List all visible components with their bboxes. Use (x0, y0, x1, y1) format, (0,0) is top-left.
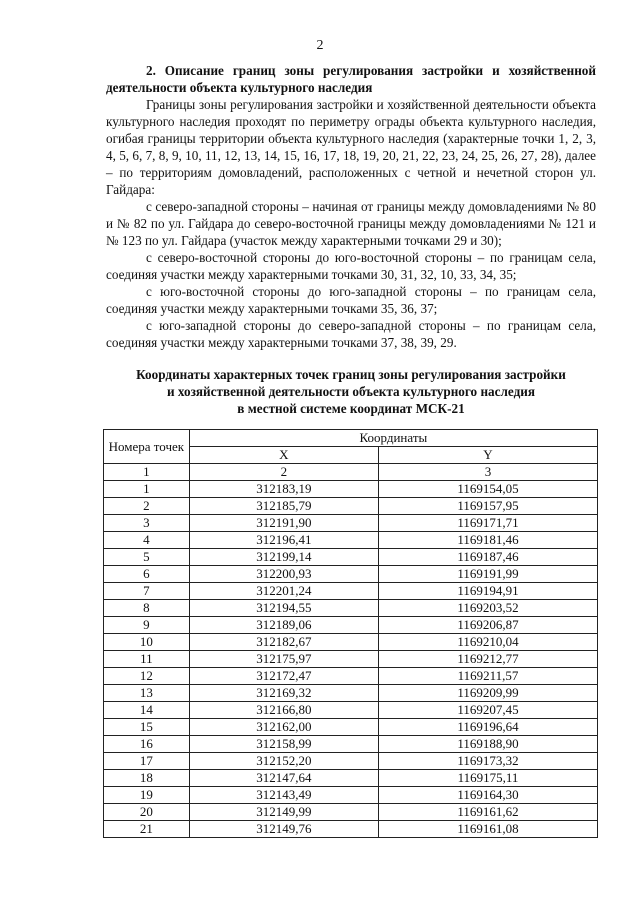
table-row (104, 702, 598, 719)
x-coordinate-cell: 312166,80 (189, 702, 378, 719)
point-number-cell: 2 (104, 498, 190, 515)
x-coordinate-cell: 312200,93 (189, 566, 378, 583)
point-number-cell: 21 (104, 821, 190, 838)
point-number-cell: 20 (104, 804, 190, 821)
point-number-cell: 6 (104, 566, 190, 583)
column-index: 2 (189, 464, 378, 481)
x-coordinate-cell: 312194,55 (189, 600, 378, 617)
x-coordinate-cell: 312185,79 (189, 498, 378, 515)
point-number-cell: 19 (104, 787, 190, 804)
x-coordinate-cell: 312196,41 (189, 532, 378, 549)
paragraph-intro: Границы зоны регулирования застройки и хозяйственной деятельности объекта культурного наследия проходят по периметру ограды объекта культурного наследия, огибая границы территории объекта культурного наследия (характерные точки 1, 2, 3, 4, 5, 6, 7, 8, 9, 10, 11, 12, 13, 14, 15, 16, 17, 18, 19, 20, 21, 22, 23, 24, 25, 26, 27, 28), далее – по территориям домовладений, расположенных с четной и нечетной сторон ул. Гайдара: (106, 97, 596, 197)
table-row (104, 804, 598, 821)
header-point-numbers: Номера точек (104, 430, 190, 464)
point-number-cell: 11 (104, 651, 190, 668)
point-number-cell: 3 (104, 515, 190, 532)
x-coordinate-cell: 312143,49 (189, 787, 378, 804)
x-coordinate-cell: 312183,19 (189, 481, 378, 498)
point-number-cell: 14 (104, 702, 190, 719)
table-row (104, 566, 598, 583)
point-number-cell: 9 (104, 617, 190, 634)
header-coordinates: Координаты (189, 430, 597, 447)
boundary-description (106, 62, 596, 351)
point-number-cell: 5 (104, 549, 190, 566)
y-coordinate-cell: 1169187,46 (378, 549, 597, 566)
y-coordinate-cell: 1169157,95 (378, 498, 597, 515)
column-index: 3 (378, 464, 597, 481)
paragraph-northeast: с северо-восточной стороны до юго-восточной стороны – по границам села, соединяя участки между характерными точками 30, 31, 32, 10, 33, 34, 35; (106, 250, 596, 282)
point-number-cell: 13 (104, 685, 190, 702)
table-row (104, 532, 598, 549)
point-number-cell: 10 (104, 634, 190, 651)
column-index: 1 (104, 464, 190, 481)
x-coordinate-cell: 312199,14 (189, 549, 378, 566)
table-row (104, 787, 598, 804)
table-row (104, 821, 598, 838)
y-coordinate-cell: 1169196,64 (378, 719, 597, 736)
table-title-line-1: Координаты характерных точек границ зоны регулирования застройки (136, 367, 566, 382)
y-coordinate-cell: 1169206,87 (378, 617, 597, 634)
y-coordinate-cell: 1169211,57 (378, 668, 597, 685)
y-coordinate-cell: 1169171,71 (378, 515, 597, 532)
paragraph-southeast: с юго-восточной стороны до юго-западной стороны – по границам села, соединяя участки между характерными точками 35, 36, 37; (106, 284, 596, 316)
table-row (104, 719, 598, 736)
table-row (104, 736, 598, 753)
paragraph-northwest: с северо-западной стороны – начиная от границы между домовладениями № 80 и № 82 по ул. Гайдара до северо-восточной границы между домовладениями № 121 и № 123 по ул. Гайдара (участок между характерными точками 29 и 30); (106, 199, 596, 248)
point-number-cell: 8 (104, 600, 190, 617)
y-coordinate-cell: 1169207,45 (378, 702, 597, 719)
point-number-cell: 18 (104, 770, 190, 787)
x-coordinate-cell: 312152,20 (189, 753, 378, 770)
x-coordinate-cell: 312172,47 (189, 668, 378, 685)
table-row (104, 481, 598, 498)
table-body (104, 481, 598, 838)
y-coordinate-cell: 1169154,05 (378, 481, 597, 498)
point-number-cell: 7 (104, 583, 190, 600)
table-row (104, 753, 598, 770)
y-coordinate-cell: 1169181,46 (378, 532, 597, 549)
x-coordinate-cell: 312147,64 (189, 770, 378, 787)
point-number-cell: 15 (104, 719, 190, 736)
point-number-cell: 12 (104, 668, 190, 685)
y-coordinate-cell: 1169188,90 (378, 736, 597, 753)
table-row (104, 617, 598, 634)
x-coordinate-cell: 312169,32 (189, 685, 378, 702)
y-coordinate-cell: 1169161,62 (378, 804, 597, 821)
x-coordinate-cell: 312149,99 (189, 804, 378, 821)
x-coordinate-cell: 312149,76 (189, 821, 378, 838)
y-coordinate-cell: 1169161,08 (378, 821, 597, 838)
table-row (104, 549, 598, 566)
y-coordinate-cell: 1169212,77 (378, 651, 597, 668)
y-coordinate-cell: 1169191,99 (378, 566, 597, 583)
y-coordinate-cell: 1169194,91 (378, 583, 597, 600)
table-title (106, 366, 596, 417)
table-row (104, 668, 598, 685)
table-row (104, 600, 598, 617)
point-number-cell: 16 (104, 736, 190, 753)
x-coordinate-cell: 312182,67 (189, 634, 378, 651)
coordinates-table (103, 429, 598, 838)
section-heading: 2. Описание границ зоны регулирования застройки и хозяйственной деятельности объекта культурного наследия (106, 63, 596, 95)
point-number-cell: 4 (104, 532, 190, 549)
x-coordinate-cell: 312201,24 (189, 583, 378, 600)
x-coordinate-cell: 312158,99 (189, 736, 378, 753)
table-row (104, 498, 598, 515)
page-number: 2 (316, 38, 324, 53)
table-row (104, 651, 598, 668)
table-title-line-2: и хозяйственной деятельности объекта культурного наследия (167, 384, 535, 399)
point-number-cell: 1 (104, 481, 190, 498)
table-row (104, 685, 598, 702)
column-index-row (104, 464, 598, 481)
table-row (104, 770, 598, 787)
y-coordinate-cell: 1169173,32 (378, 753, 597, 770)
x-coordinate-cell: 312162,00 (189, 719, 378, 736)
x-coordinate-cell: 312191,90 (189, 515, 378, 532)
table-row (104, 634, 598, 651)
y-coordinate-cell: 1169209,99 (378, 685, 597, 702)
table-row (104, 583, 598, 600)
y-coordinate-cell: 1169203,52 (378, 600, 597, 617)
point-number-cell: 17 (104, 753, 190, 770)
x-coordinate-cell: 312175,97 (189, 651, 378, 668)
header-x: X (189, 447, 378, 464)
paragraph-southwest: с юго-западной стороны до северо-западной стороны – по границам села, соединяя участки между характерными точками 37, 38, 39, 29. (106, 318, 596, 350)
table-row (104, 515, 598, 532)
y-coordinate-cell: 1169175,11 (378, 770, 597, 787)
table-title-line-3: в местной системе координат МСК-21 (237, 401, 465, 416)
header-y: Y (378, 447, 597, 464)
y-coordinate-cell: 1169210,04 (378, 634, 597, 651)
y-coordinate-cell: 1169164,30 (378, 787, 597, 804)
x-coordinate-cell: 312189,06 (189, 617, 378, 634)
